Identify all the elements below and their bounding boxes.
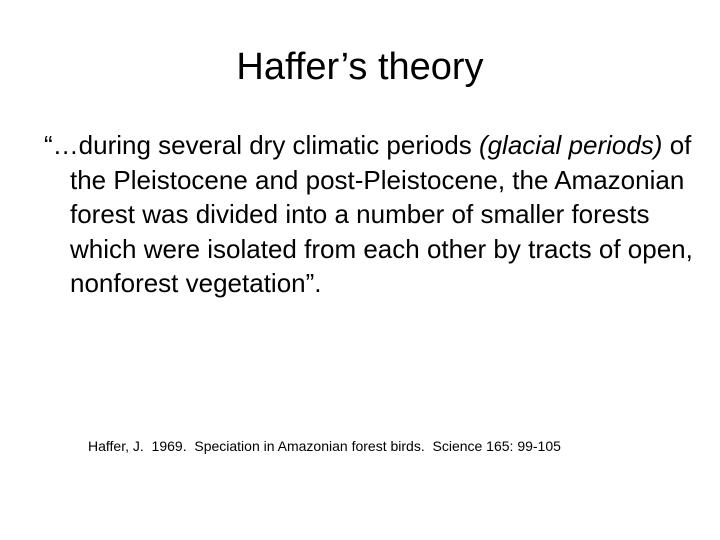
citation: Haffer, J. 1969. Speciation in Amazonian forest birds. Science 165: 99-105 <box>88 438 561 454</box>
quote-text-start: “…during several dry climatic periods <box>44 130 479 160</box>
slide-title: Haffer’s theory <box>236 46 484 88</box>
quote-italic-text: (glacial periods) <box>478 130 663 160</box>
quote-text-end: of the Pleistocene and post-Pleistocene, the Amazonian forest was divided into a number of smaller forests which were isolated from each other by tracts of open, nonforest vegetation”. <box>70 130 693 298</box>
quote-text <box>44 128 720 301</box>
